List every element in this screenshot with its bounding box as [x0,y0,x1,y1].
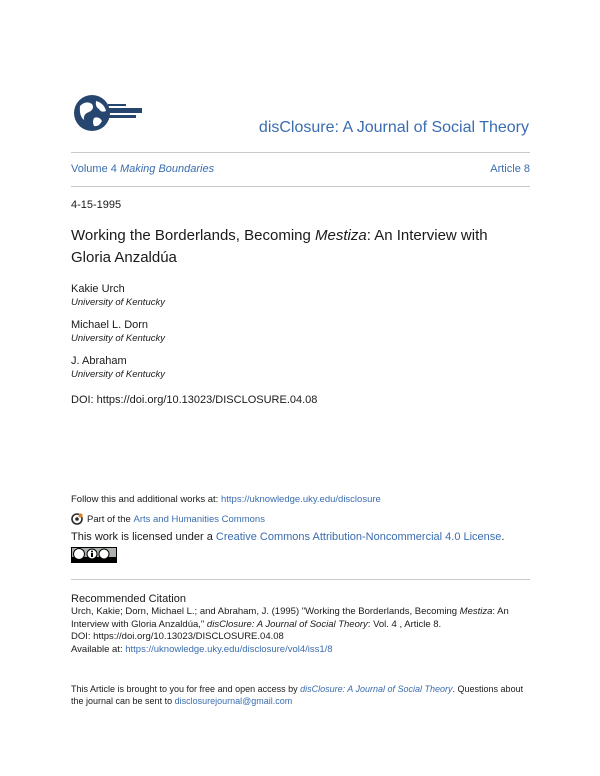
license-line [71,531,504,543]
journal-logo [72,92,144,134]
part-of-text: Part of the [87,513,131,525]
available-link[interactable]: https://uknowledge.uky.edu/disclosure/vol4/iss1/8 [125,643,333,655]
footer-journal-link[interactable]: disClosure: A Journal of Social Theory [300,684,453,694]
article-number-link[interactable]: Article 8 [490,163,530,175]
license-link[interactable]: Creative Commons Attribution-Noncommercial 4.0 License [215,531,502,543]
follow-line [71,494,381,505]
recommended-citation-heading: Recommended Citation [71,593,186,605]
author-block [71,282,165,310]
title-part-2: : An Interview with Gloria Anzaldúa [71,227,488,266]
footer-notice [71,683,531,707]
commons-network-icon [71,513,83,525]
recommended-citation-body [71,606,531,656]
volume-link[interactable] [71,163,214,175]
author-name: Michael L. Dorn [71,319,149,331]
commons-link[interactable]: Arts and Humanities Commons [133,513,265,525]
journal-title[interactable]: disClosure: A Journal of Social Theory [258,119,529,136]
citation-journal: disClosure: A Journal of Social Theory [206,618,368,630]
divider-top [71,152,530,153]
citation-italic: Mestiza [459,606,493,617]
citation-text: : Vol. 4 , Article 8. [367,618,442,630]
volume-number: Volume 4 [71,163,117,175]
title-italic: Mestiza [315,227,367,244]
author-name: J. Abraham [71,355,127,367]
author-affiliation: University of Kentucky [71,333,165,344]
author-block [71,318,165,346]
author-affiliation: University of Kentucky [71,297,165,308]
part-of-line [71,513,265,525]
article-title [71,225,531,269]
footer-email-link[interactable]: disclosurejournal@gmail.com [174,696,293,706]
follow-link[interactable]: https://uknowledge.uky.edu/disclosure [220,494,381,505]
license-text: This work is licensed under a [71,531,216,543]
footer-text: . Questions about the journal can be sent to [71,684,524,706]
author-block [71,354,165,382]
follow-text: Follow this and additional works at: [71,494,221,505]
cc-license-badge-icon[interactable] [71,547,117,563]
author-affiliation: University of Kentucky [71,369,165,380]
footer-text: This Article is brought to you for free and open access by [71,684,301,694]
volume-name: Making Boundaries [119,163,215,175]
license-suffix: . [501,531,505,543]
citation-text: Urch, Kakie; Dorn, Michael L.; and Abraham, J. (1995) "Working the Borderlands, Becoming [71,606,460,617]
author-name: Kakie Urch [71,283,125,295]
title-part-1: Working the Borderlands, Becoming [71,227,316,244]
publication-date: 4-15-1995 [71,199,122,211]
citation-doi: DOI: https://doi.org/10.13023/DISCLOSURE.04.08 [71,631,284,642]
divider-mid [71,186,530,187]
citation-text: : An Interview with Gloria Anzaldúa," [71,606,509,630]
divider-citation [71,579,530,580]
article-doi: DOI: https://doi.org/10.13023/DISCLOSURE.04.08 [71,394,318,406]
available-label: Available at: [71,643,126,655]
